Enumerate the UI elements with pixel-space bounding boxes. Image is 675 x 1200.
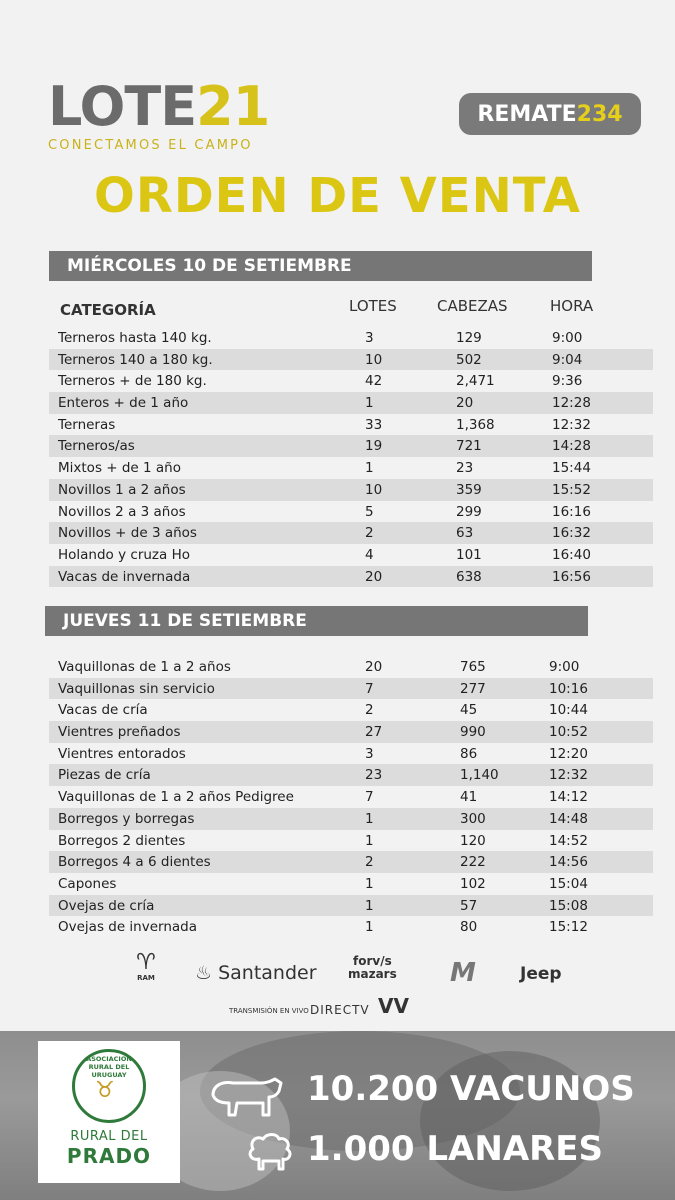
row-cabezas: 80 [460,919,478,936]
table-row [49,830,653,852]
row-cabezas: 102 [460,875,486,892]
day1-table [49,327,653,587]
forvis-mazars-logo: forv/s mazars [348,954,397,981]
row-lotes: 1 [365,810,374,827]
row-cabezas: 63 [456,525,474,542]
row-cabezas: 277 [460,680,486,697]
rural-line1: RURAL DEL [70,1129,148,1144]
table-row [49,916,653,938]
row-categoria: Novillos + de 3 años [58,525,197,542]
row-cabezas: 129 [456,330,482,346]
header-categoria: CATEGORÍA [60,301,156,319]
vtv-logo: VV [378,994,409,1018]
row-categoria: Vacas de invernada [58,568,191,585]
page-title: ORDEN DE VENTA [94,168,581,224]
sheep-icon [243,1131,298,1173]
m-brand-logo: M [450,958,476,988]
logo-number-text: 21 [196,75,270,138]
remate-label: REMATE [477,101,577,127]
table-row [49,370,653,392]
table-row [49,895,653,917]
row-hora: 14:28 [552,438,591,455]
bull-icon: ♉ [95,1078,115,1103]
table-row [49,435,653,457]
table-row [49,656,653,678]
ram-head-icon: ♈ [136,950,156,975]
jeep-logo: Jeep [520,964,562,984]
row-categoria: Novillos 1 a 2 años [58,481,186,498]
row-cabezas: 45 [460,702,478,719]
table-row [49,457,653,479]
row-categoria: Vaquillonas sin servicio [58,680,215,697]
row-lotes: 7 [365,680,374,697]
column-headers [0,297,675,321]
row-categoria: Terneras [58,416,116,433]
row-hora: 9:00 [552,330,583,346]
row-cabezas: 23 [456,460,474,477]
row-cabezas: 1,368 [456,416,495,433]
sponsors-strip [0,950,675,1025]
row-categoria: Enteros + de 1 año [58,395,189,412]
row-hora: 15:04 [549,875,588,892]
row-hora: 12:32 [549,767,588,784]
row-hora: 15:44 [552,460,591,477]
santander-flame-icon: ♨ [195,962,213,984]
rural-line2: PRADO [66,1144,152,1168]
remate-number: 234 [576,101,623,127]
row-cabezas: 20 [456,395,474,412]
row-cabezas: 86 [460,745,478,762]
row-lotes: 2 [365,854,374,871]
table-row [49,678,653,700]
remate-badge [459,93,641,135]
row-categoria: Capones [58,875,117,892]
row-hora: 10:44 [549,702,588,719]
row-lotes: 42 [365,373,383,390]
row-categoria: Holando y cruza Ho [58,546,190,563]
santander-logo: ♨ Santander [195,962,317,984]
row-lotes: 20 [365,659,383,675]
table-row [49,786,653,808]
row-hora: 16:56 [552,568,591,585]
row-cabezas: 299 [456,503,482,520]
table-row [49,544,653,566]
row-lotes: 5 [365,503,374,520]
row-hora: 15:52 [552,481,591,498]
row-cabezas: 359 [456,481,482,498]
table-row [49,873,653,895]
cow-icon [207,1073,287,1125]
row-hora: 9:04 [552,351,583,368]
row-categoria: Borregos 4 a 6 dientes [58,854,211,871]
row-hora: 10:52 [549,724,588,741]
row-cabezas: 990 [460,724,486,741]
table-row [49,743,653,765]
row-lotes: 23 [365,767,383,784]
row-hora: 14:52 [549,832,588,849]
row-cabezas: 765 [460,659,486,675]
row-cabezas: 41 [460,789,478,806]
row-lotes: 3 [365,330,374,346]
directv-logo: DIRECTV [310,1003,370,1017]
table-row [49,479,653,501]
row-lotes: 2 [365,702,374,719]
header-cabezas: CABEZAS [437,297,508,315]
vacunos-count: 10.200 VACUNOS [307,1069,635,1109]
row-cabezas: 721 [456,438,482,455]
row-lotes: 2 [365,525,374,542]
row-categoria: Terneros + de 180 kg. [58,373,207,390]
row-categoria: Vaquillonas de 1 a 2 años [58,659,231,675]
row-lotes: 1 [365,395,374,412]
rural-del-prado-logo [38,1041,180,1183]
row-lotes: 4 [365,546,374,563]
row-lotes: 7 [365,789,374,806]
row-hora: 15:12 [549,919,588,936]
asociacion-rural-seal: ASOCIACION RURAL DEL URUGUAY ♉ [72,1049,146,1123]
row-hora: 16:32 [552,525,591,542]
row-hora: 16:16 [552,503,591,520]
row-categoria: Vacas de cría [58,702,148,719]
table-row [49,501,653,523]
row-lotes: 20 [365,568,383,585]
row-hora: 12:20 [549,745,588,762]
row-categoria: Ovejas de cría [58,897,155,914]
row-categoria: Vientres preñados [58,724,181,741]
row-cabezas: 57 [460,897,478,914]
logo-tagline: CONECTAMOS EL CAMPO [48,138,253,153]
row-categoria: Vaquillonas de 1 a 2 años Pedigree [58,789,294,806]
row-cabezas: 2,471 [456,373,495,390]
row-hora: 12:32 [552,416,591,433]
day1-header: MIÉRCOLES 10 DE SETIEMBRE [49,251,592,281]
row-lotes: 27 [365,724,383,741]
row-categoria: Terneros/as [58,438,135,455]
row-hora: 15:08 [549,897,588,914]
row-lotes: 1 [365,875,374,892]
table-row [49,721,653,743]
row-categoria: Novillos 2 a 3 años [58,503,186,520]
header-lotes: LOTES [349,297,397,315]
row-categoria: Terneros 140 a 180 kg. [58,351,213,368]
row-categoria: Terneros hasta 140 kg. [58,330,212,346]
row-cabezas: 222 [460,854,486,871]
row-lotes: 1 [365,919,374,936]
day2-table [49,656,653,938]
row-categoria: Borregos 2 dientes [58,832,186,849]
row-hora: 9:36 [552,373,583,390]
row-lotes: 10 [365,481,383,498]
row-cabezas: 101 [456,546,482,563]
table-row [49,851,653,873]
row-categoria: Vientres entorados [58,745,186,762]
row-categoria: Borregos y borregas [58,810,195,827]
row-lotes: 3 [365,745,374,762]
table-row [49,764,653,786]
row-lotes: 33 [365,416,383,433]
row-categoria: Mixtos + de 1 año [58,460,182,477]
row-hora: 14:12 [549,789,588,806]
footer-banner [0,1031,675,1200]
row-hora: 10:16 [549,680,588,697]
row-cabezas: 1,140 [460,767,499,784]
row-cabezas: 120 [460,832,486,849]
day2-header: JUEVES 11 DE SETIEMBRE [45,606,588,636]
table-row [49,349,653,371]
table-row [49,327,653,349]
transmision-label: TRANSMISIÓN EN VIVO [229,1007,309,1015]
row-hora: 14:48 [549,810,588,827]
lote21-logo [48,75,270,153]
row-lotes: 19 [365,438,383,455]
table-row [49,392,653,414]
row-cabezas: 638 [456,568,482,585]
header-hora: HORA [550,297,594,315]
row-hora: 16:40 [552,546,591,563]
row-lotes: 10 [365,351,383,368]
logo-lote-text: LOTE [48,75,197,138]
lanares-count: 1.000 LANARES [307,1129,604,1169]
ram-logo: ♈ RAM [130,952,162,982]
table-row [49,808,653,830]
row-hora: 14:56 [549,854,588,871]
row-lotes: 1 [365,897,374,914]
table-row [49,699,653,721]
row-hora: 12:28 [552,395,591,412]
row-lotes: 1 [365,460,374,477]
row-categoria: Piezas de cría [58,767,151,784]
row-categoria: Ovejas de invernada [58,919,198,936]
table-row [49,522,653,544]
table-row [49,414,653,436]
row-cabezas: 300 [460,810,486,827]
row-lotes: 1 [365,832,374,849]
row-hora: 9:00 [549,659,580,675]
table-row [49,566,653,588]
row-cabezas: 502 [456,351,482,368]
